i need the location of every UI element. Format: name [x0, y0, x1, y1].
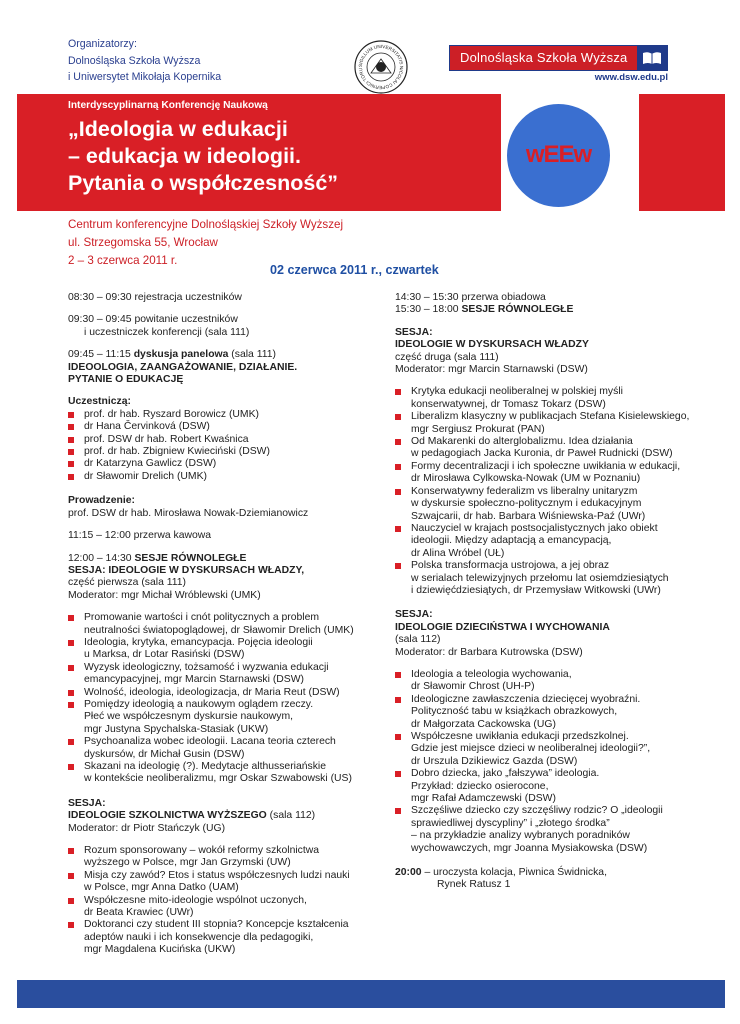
venue-block [68, 216, 343, 270]
session-2-header: SESJA: IDEOLOGIE SZKOLNICTWA WYŻSZEGO (sala 112) Moderator: dr Piotr Stańczyk (UG) [68, 797, 316, 834]
schedule-item: 08:30 – 09:30 rejestracja uczestników [68, 292, 242, 303]
organizers-block [68, 36, 221, 86]
umk-seal-logo [354, 40, 408, 94]
conference-subtitle: Interdyscyplinarną Konferencję Naukową [68, 100, 268, 111]
title-banner-right [639, 94, 725, 211]
list-item: Ideologia, krytyka, emancypacja. Pojęcia ideologii u Marksa, dr Lotar Rasiński (DSW) [68, 637, 368, 662]
list-item: Wyzysk ideologiczny, tożsamość i wyzwania edukacji emancypacyjnej, mgr Marcin Starnawski (DSW) [68, 662, 368, 687]
umk-seal-text: SIGILLUM UNIVERSITATIS NICOLAI COPERNICI TORU [357, 43, 405, 91]
program-right-column [395, 292, 695, 902]
list-item: Skazani na ideologię (?). Medytacje althusseriańskie w kontekście neoliberalizmu, mgr Oskar Szwabowski (US) [68, 761, 368, 786]
dsw-url[interactable]: www.dsw.edu.pl [594, 72, 668, 83]
list-item: Misja czy zawód? Etos i status współczesnych ludzi nauki w Polsce, mgr Anna Datko (UAM) [68, 870, 368, 895]
participants-label: Uczestniczą: [68, 396, 131, 408]
schedule-item: 09:30 – 09:45 powitanie uczestników i uczestniczek konferencji (sala 111) [68, 314, 250, 338]
venue-name: Centrum konferencyjne Dolnośląskiej Szkoły Wyższej [68, 218, 344, 231]
list-item: Ideologiczne zawłaszczenia dziecięcej wyobraźni. Polityczność tabu w książkach obrazkowych, dr Małgorzata Cackowska (UG) [395, 694, 695, 731]
list-item: Rozum sponsorowany – wokół reformy szkolnictwa wyższego w Polsce, mgr Jan Grzymski (UW) [68, 845, 368, 870]
list-item: Ideologia a teleologia wychowania, dr Sławomir Chrost (UH-P) [395, 669, 695, 694]
session-1-header: 12:00 – 14:30 SESJE RÓWNOLEGŁE SESJA: IDEOLOGIE W DYSKURSACH WŁADZY, część pierwsza (sala 111) Moderator: mgr Michał Wróblewski (UMK) [68, 552, 305, 601]
list-item: dr Katarzyna Gawlicz (DSW) [68, 458, 368, 470]
organizer-umk: i Uniwersytet Mikołaja Kopernika [68, 71, 222, 83]
footer-bar [17, 980, 725, 1008]
schedule-item: 14:30 – 15:30 przerwa obiadowa [395, 292, 546, 303]
conference-title-line: „Ideologia w edukacji [68, 117, 288, 141]
list-item: Szczęśliwe dziecko czy szczęśliwy rodzic? O „ideologii sprawiedliwej dyscypliny” i „złotego środka” – na przykładzie analizy wybranych poradników wychowawczych, mgr Joanna Mysiakowska (DSW) [395, 805, 695, 855]
venue-dates: 2 – 3 czerwca 2011 r. [68, 254, 178, 267]
session-4-header: SESJA: IDEOLOGIE DZIECIŃSTWA I WYCHOWANIA (sala 112) Moderator: dr Barbara Kutrowska (DSW) [395, 609, 610, 658]
list-item: Wolność, ideologia, ideologizacja, dr Maria Reut (DSW) [68, 687, 368, 699]
dsw-logo-text: Dolnośląska Szkoła Wyższa [460, 49, 628, 65]
list-item: Doktoranci czy student III stopnia? Koncepcje kształcenia adeptów nauki i ich konsekwencje dla pedagogiki, mgr Magdalena Kucińska (UKW) [68, 919, 368, 956]
session-3-header: SESJA: IDEOLOGIE W DYSKURSACH WŁADZY część druga (sala 111) Moderator: mgr Marcin Starnawski (DSW) [395, 326, 589, 376]
list-item: Polska transformacja ustrojowa, a jej obraz w serialach telewizyjnych przełomu lat osiemdziesiątych i dziewięćdziesiątych, dr Przemysław Witkowski (UWr) [395, 560, 695, 597]
organizers-label: Organizatorzy: [68, 38, 137, 50]
session-1-talks [68, 612, 368, 786]
list-item: prof. DSW dr hab. Robert Kwaśnica [68, 434, 368, 446]
conference-title [68, 116, 338, 197]
list-item: Konserwatywny federalizm vs liberalny unitaryzm w dyskursie społeczno-politycznym i edukacyjnym Szwajcarii, dr hab. Barbara Wiśniewska-Paź (UWr) [395, 486, 695, 523]
list-item: Współczesne uwikłania edukacji przedszkolnej. Gdzie jest miejsce dzieci w neoliberalnej ideologii?”, dr Urszula Dzikiewicz Gazda (DSW) [395, 731, 695, 768]
list-item: Nauczyciel w krajach postsocjalistycznych jako obiekt ideologii. Między adaptacją a emancypacją, dr Alina Wróbel (UŁ) [395, 523, 695, 560]
list-item: Krytyka edukacji neoliberalnej w polskiej myśli konserwatywnej, dr Tomasz Tokarz (DSW) [395, 386, 695, 411]
dsw-logo [449, 45, 668, 71]
host-block: Prowadzenie: prof. DSW dr hab. Mirosława Nowak-Dziemianowicz [68, 495, 309, 519]
dinner-item: 20:00 – uroczysta kolacja, Piwnica Świdnicka, Rynek Ratusz 1 [395, 867, 607, 891]
list-item: Psychoanaliza wobec ideologii. Lacana teoria czterech dyskursów, dr Michał Gusin (DSW) [68, 736, 368, 761]
list-item: Formy decentralizacji i ich społeczne uwikłania w edukacji, dr Mirosława Cylkowska-Nowak (UM w Poznaniu) [395, 461, 695, 486]
conference-title-line: Pytania o współczesność” [68, 171, 339, 195]
day-heading: 02 czerwca 2011 r., czwartek [270, 263, 439, 277]
schedule-item: 11:15 – 12:00 przerwa kawowa [68, 530, 212, 542]
list-item: Współczesne mito-ideologie wspólnot uczonych, dr Beata Krawiec (UWr) [68, 895, 368, 920]
participants-list [68, 409, 368, 483]
venue-address: ul. Strzegomska 55, Wrocław [68, 236, 218, 249]
schedule-item: 15:30 – 18:00 SESJE RÓWNOLEGŁE [395, 304, 574, 316]
list-item: Dobro dziecka, jako „fałszywa” ideologia. Przykład: dziecko osierocone, mgr Rafał Adamczewski (DSW) [395, 768, 695, 805]
session-3-talks [395, 386, 695, 597]
list-item: Promowanie wartości i cnót politycznych a problem neutralności światopoglądowej, dr Sławomir Drelich (UMK) [68, 612, 368, 637]
panel-discussion: 09:45 – 11:15 dyskusja panelowa (sala 111) IDEOOLOGIA, ZAANGAŻOWANIE, DZIAŁANIE. PYTANIE O EDUKACJĘ [68, 349, 298, 386]
book-icon [637, 46, 667, 70]
list-item: prof. dr hab. Zbigniew Kwieciński (DSW) [68, 446, 368, 458]
list-item: Liberalizm klasyczny w publikacjach Stefana Kisielewskiego, mgr Sergiusz Prokurat (PAN) [395, 411, 695, 436]
list-item: prof. dr hab. Ryszard Borowicz (UMK) [68, 409, 368, 421]
weee-logo-text: wEEw [525, 141, 592, 169]
session-2-talks [68, 845, 368, 957]
session-4-talks [395, 669, 695, 855]
weee-logo [507, 104, 610, 207]
conference-title-line: – edukacja w ideologii. [68, 144, 301, 168]
program-left-column [68, 292, 368, 969]
list-item: Od Makarenki do alterglobalizmu. Idea działania w pedagogiach Jacka Kuronia, dr Paweł Rudnicki (DSW) [395, 436, 695, 461]
list-item: Pomiędzy ideologią a naukowym oglądem rzeczy. Płeć we współczesnym dyskursie naukowym, mgr Justyna Spychalska-Stasiak (UKW) [68, 699, 368, 736]
list-item: dr Hana Červinková (DSW) [68, 421, 368, 433]
organizer-dsw: Dolnośląska Szkoła Wyższa [68, 54, 201, 67]
list-item: dr Sławomir Drelich (UMK) [68, 471, 368, 483]
